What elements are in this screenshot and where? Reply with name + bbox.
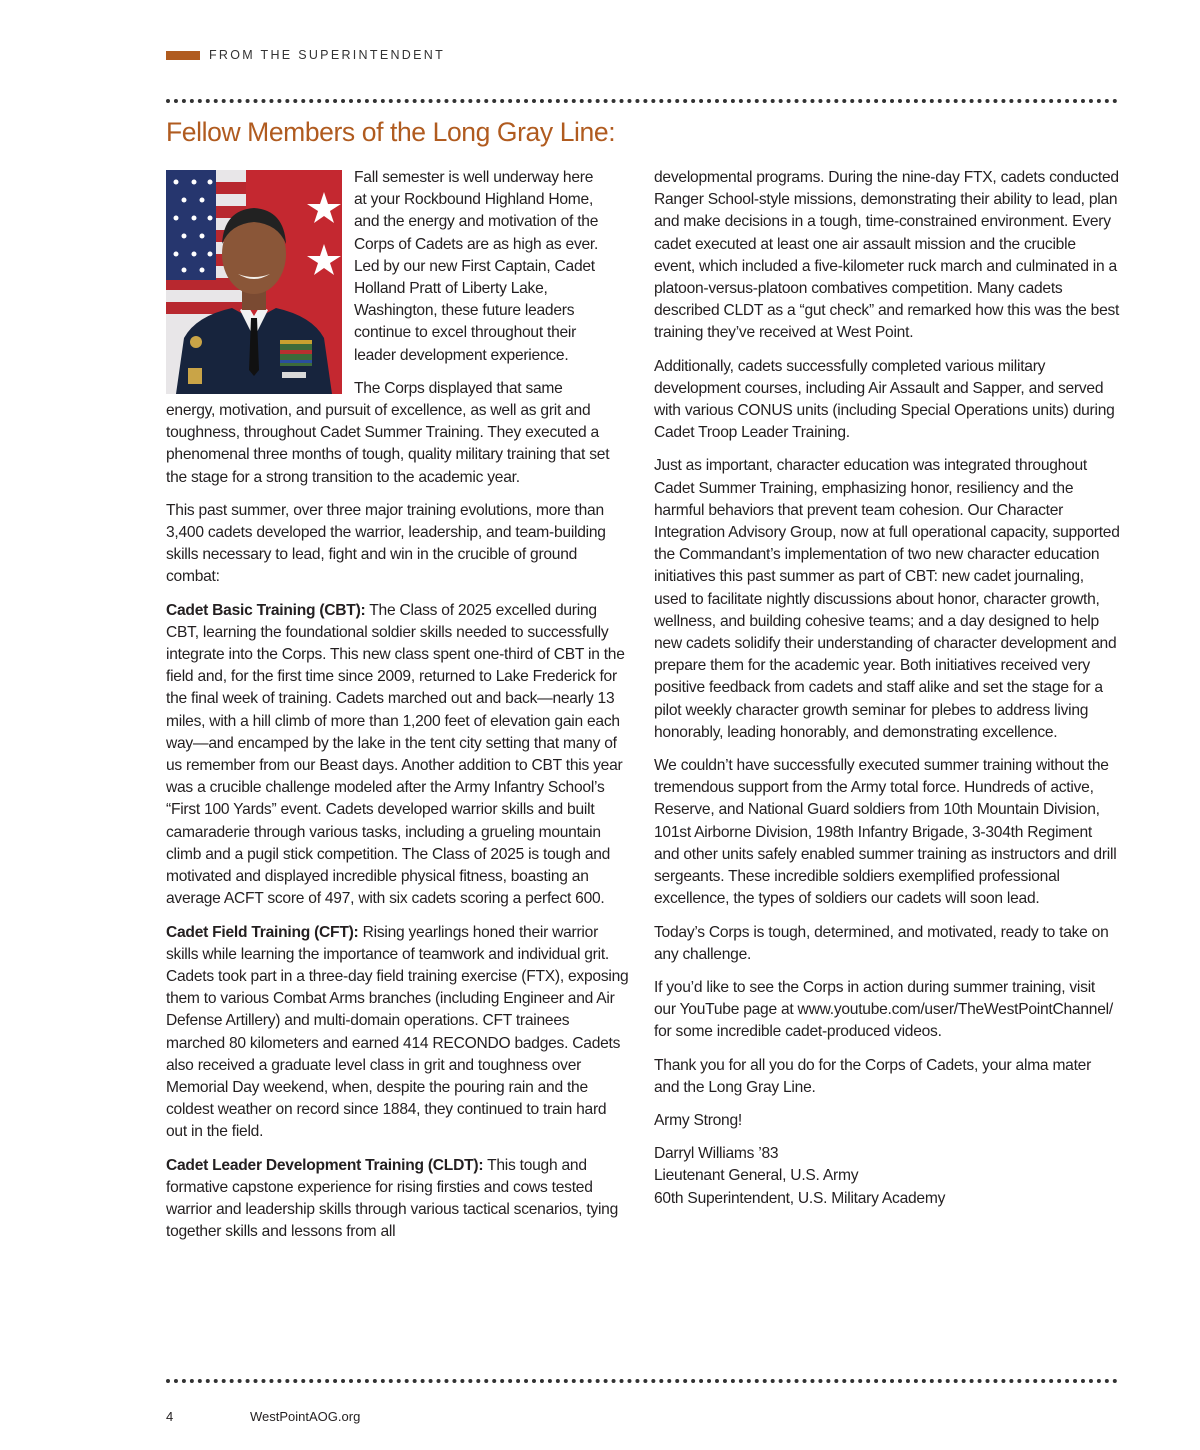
army-support-paragraph: We couldn’t have successfully executed summer training without the tremendous support from the Army total force. Hundreds of active, Reserve, and National Guard soldiers from 10th Mountain Division, 101st Airborne Division, 198th Infantry Brigade, 3-304th Regiment and other units safely enabled summer training as instructors and drill sergeants. These incredible soldiers exemplified professional excellence, the types of soldiers our cadets will soon lead.	[654, 757, 1117, 908]
cbt-paragraph	[166, 600, 630, 911]
intro-line: leader development experience.	[354, 346, 569, 364]
cbt-heading: Cadet Basic Training (CBT):	[166, 601, 366, 619]
page-title: Fellow Members of the Long Gray Line:	[166, 117, 616, 147]
intro-line: at your Rockbound Highland Home,	[354, 191, 594, 209]
intro-line: Holland Pratt of Liberty Lake,	[354, 280, 548, 298]
cldt-continued-paragraph: developmental programs. During the nine-day FTX, cadets conducted Ranger School-style missions, demonstrating their ability to lead, plan and make decisions in a tough, time-constrained environment. Every cadet executed at least one air assault mission and the crucible event, which included a five-kilometer ruck march and culminated in a platoon-versus-platoon combatives competition. Many cadets described CLDT as a “gut check” and remarked how this was the best training they’ve received at West Point.	[654, 169, 1120, 342]
bottom-dotted-rule	[166, 1379, 1118, 1383]
army-strong-paragraph: Army Strong!	[654, 1111, 742, 1129]
courses-paragraph: Additionally, cadets successfully completed various military development courses, including Air Assault and Sapper, and served with various CONUS units (including Special Operations units) during Cadet Troop Leader Training.	[654, 357, 1115, 442]
cft-heading: Cadet Field Training (CFT):	[166, 923, 359, 941]
intro-line: Led by our new First Captain, Cadet	[354, 257, 595, 275]
intro-line: Washington, these future leaders	[354, 302, 575, 320]
corps-paragraph	[166, 378, 630, 489]
section-label: FROM THE SUPERINTENDENT	[209, 48, 446, 62]
intro-line: Corps of Cadets are as high as ever.	[354, 235, 599, 253]
signature-name: Darryl Williams ’83	[654, 1145, 779, 1163]
left-column	[166, 167, 630, 1254]
intro-line: Fall semester is well underway here	[354, 169, 594, 186]
cldt-paragraph	[166, 1155, 630, 1244]
corps-paragraph-text: energy, motivation, and pursuit of excellence, as well as grit and toughness, throughout Cadet Summer Training. They executed a phenomenal three months of tough, quality military training that set the stage for a strong transition to the academic year.	[166, 402, 610, 486]
signature-block	[654, 1143, 1120, 1210]
corps-paragraph-first-line: The Corps displayed that same	[354, 379, 563, 397]
cbt-text: The Class of 2025 excelled during CBT, learning the foundational soldier skills needed to successfully integrate into the Corps. This new class spent one-third of CBT in the field and, for the first time since 2009, returned to Lake Frederick for the final week of training. Cadets marched out and back—nearly 13 miles, with a hill climb of more than 1,200 feet of elevation gain each way—and encamped by the lake in the tent city setting that many of us remember from our Beast days. Another addition to CBT this year was a crucible challenge modeled after the Army Infantry School’s “First 100 Yards” event. Cadets developed warrior skills and built camaraderie through various tasks, including a grueling mountain climb and a pugil stick competition. The Class of 2025 is tough and motivated and displayed incredible physical fitness, boasting an average ACFT score of 497, with six cadets scoring a perfect 600.	[166, 601, 625, 908]
thanks-paragraph: Thank you for all you do for the Corps of Cadets, your alma mater and the Long Gray Line.	[654, 1056, 1092, 1096]
signature-rank: Lieutenant General, U.S. Army	[654, 1167, 859, 1185]
right-column	[654, 167, 1120, 1221]
section-header	[166, 47, 445, 63]
summer-paragraph: This past summer, over three major training evolutions, more than 3,400 cadets developed the warrior, leadership, and team-building skills necessary to lead, fight and win in the crucible of ground combat:	[166, 501, 606, 586]
top-dotted-rule	[166, 99, 1118, 103]
page-number: 4	[166, 1409, 174, 1424]
corps-ready-paragraph: Today’s Corps is tough, determined, and motivated, ready to take on any challenge.	[654, 923, 1109, 963]
intro-paragraph	[354, 167, 630, 367]
cldt-heading: Cadet Leader Development Training (CLDT):	[166, 1156, 484, 1174]
intro-line: and the energy and motivation of the	[354, 213, 599, 231]
section-accent-bar	[166, 51, 200, 60]
youtube-paragraph: If you’d like to see the Corps in action during summer training, visit our YouTube page at www.youtube.com/user/TheWestPointChannel/ for some incredible cadet-produced videos.	[654, 978, 1113, 1041]
cldt-text: This tough and formative capstone experience for rising firsties and cows tested warrior and leadership skills through various tactical scenarios, tying together skills and lessons from all	[166, 1156, 619, 1241]
intro-line: continue to excel throughout their	[354, 324, 577, 342]
cft-paragraph	[166, 922, 630, 1144]
cft-text: Rising yearlings honed their warrior skills while learning the importance of teamwork and individual grit. Cadets took part in a three-day field training exercise (FTX), exposing them to various Combat Arms branches (including Engineer and Air Defense Artillery) and multi-domain operations. CFT trainees marched 80 kilometers and earned 414 RECONDO badges. Cadets also received a graduate level class in grit and toughness over Memorial Day weekend, when, despite the pouring rain and the coldest weather on record since 1884, they continued to train hard out in the field.	[166, 923, 629, 1141]
footer-website: WestPointAOG.org	[250, 1409, 361, 1424]
signature-position: 60th Superintendent, U.S. Military Academy	[654, 1189, 946, 1207]
character-paragraph: Just as important, character education was integrated throughout Cadet Summer Training, emphasizing honor, resiliency and the harmful behaviors that prevent team cohesion. Our Character Integration Advisory Group, now at full operational capacity, supported the Commandant’s implementation of two new character education initiatives this past summer as part of CBT: new cadet journaling, used to facilitate nightly discussions about honor, character growth, wellness, and building cohesive teams; and a day designed to help new cadets solidify their understanding of character development and prepare them for the academic year. Both initiatives received very positive feedback from cadets and staff alike and set the stage for a pilot weekly character growth seminar for plebes to address living honorably, leading honorably, and demonstrating excellence.	[654, 457, 1120, 741]
